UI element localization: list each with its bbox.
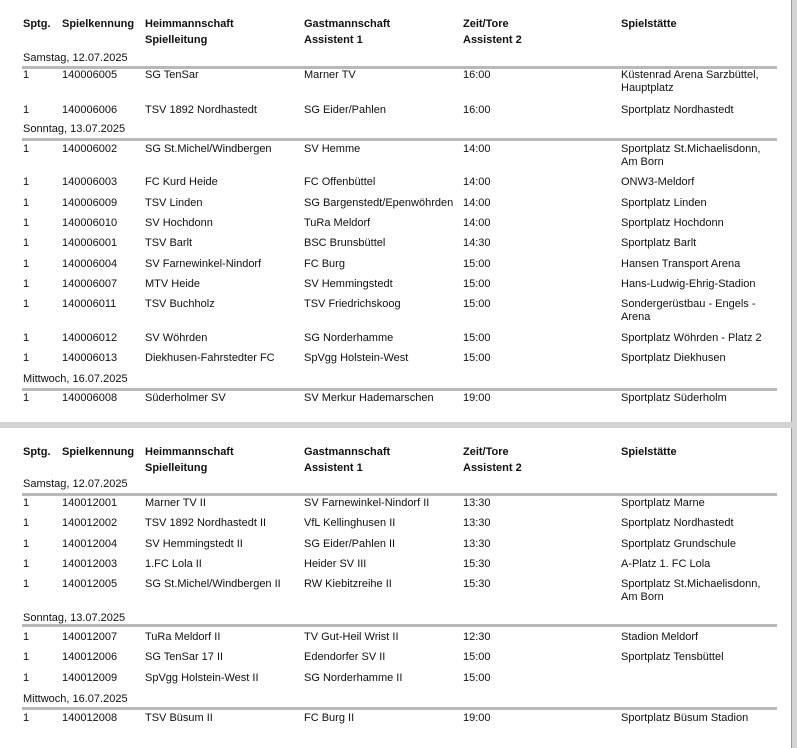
home-team: SV Wöhrden (145, 332, 208, 344)
match-id: 140006003 (62, 176, 118, 188)
match-id: 140012002 (62, 517, 118, 529)
day-heading: Samstag, 12.07.2025 (23, 52, 128, 64)
home-team: TSV Büsum II (145, 712, 213, 724)
venue: Sportplatz Nordhastedt (621, 104, 734, 116)
match-sptg: 1 (23, 237, 30, 249)
match-sptg: 1 (23, 176, 30, 188)
header-assistent-1: Assistent 1 (304, 34, 363, 46)
header-zeit-tore: Zeit/Tore (463, 446, 509, 458)
day-heading: Samstag, 12.07.2025 (23, 478, 128, 490)
kickoff-time: 15:00 (463, 651, 491, 663)
kickoff-time: 14:00 (463, 217, 491, 229)
match-id: 140006004 (62, 258, 118, 270)
match-id: 140012005 (62, 578, 118, 590)
header-spielstaette: Spielstätte (621, 18, 677, 30)
away-team: SG Eider/Pahlen (304, 104, 386, 116)
kickoff-time: 15:30 (463, 558, 491, 570)
header-spielkennung: Spielkennung (62, 18, 135, 30)
away-team: TSV Friedrichskoog (304, 298, 401, 310)
header-sptg: Sptg. (23, 446, 51, 458)
header-heimmannschaft: Heimmannschaft (145, 446, 234, 458)
match-id: 140006001 (62, 237, 118, 249)
venue: Sportplatz Diekhusen (621, 352, 726, 364)
away-team: FC Offenbüttel (304, 176, 376, 188)
home-team: Marner TV II (145, 497, 206, 509)
day-heading: Sonntag, 13.07.2025 (23, 612, 126, 624)
kickoff-time: 16:00 (463, 104, 491, 116)
schedule-page-2 (0, 428, 792, 748)
home-team: TSV 1892 Nordhastedt (145, 104, 257, 116)
day-divider (22, 138, 777, 141)
day-divider (22, 493, 777, 496)
kickoff-time: 14:00 (463, 197, 491, 209)
away-team: SG Norderhamme II (304, 672, 403, 684)
match-sptg: 1 (23, 197, 30, 209)
home-team: SV Hochdonn (145, 217, 213, 229)
match-id: 140012007 (62, 631, 118, 643)
away-team: SV Farnewinkel-Nindorf II (304, 497, 430, 509)
match-sptg: 1 (23, 278, 30, 290)
header-spielleitung: Spielleitung (145, 34, 208, 46)
home-team: SG St.Michel/Windbergen II (145, 578, 281, 590)
match-id: 140006012 (62, 332, 118, 344)
kickoff-time: 19:00 (463, 392, 491, 404)
kickoff-time: 15:00 (463, 278, 491, 290)
kickoff-time: 13:30 (463, 517, 491, 529)
home-team: TSV Buchholz (145, 298, 215, 310)
day-heading: Mittwoch, 16.07.2025 (23, 693, 128, 705)
match-sptg: 1 (23, 352, 30, 364)
header-assistent-1: Assistent 1 (304, 462, 363, 474)
home-team: TSV Barlt (145, 237, 193, 249)
away-team: SpVgg Holstein-West (304, 352, 409, 364)
venue: Sportplatz Nordhastedt (621, 517, 734, 529)
kickoff-time: 14:30 (463, 237, 491, 249)
away-team: Edendorfer SV II (304, 651, 386, 663)
match-id: 140012001 (62, 497, 118, 509)
kickoff-time: 15:00 (463, 672, 491, 684)
match-id: 140012008 (62, 712, 118, 724)
match-sptg: 1 (23, 69, 30, 81)
header-heimmannschaft: Heimmannschaft (145, 18, 234, 30)
away-team: FC Burg (304, 258, 345, 270)
venue: Sportplatz Marne (621, 497, 705, 509)
home-team: SV Farnewinkel-Nindorf (145, 258, 262, 270)
venue: Sportplatz Büsum Stadion (621, 712, 749, 724)
header-assistent-2: Assistent 2 (463, 34, 522, 46)
kickoff-time: 12:30 (463, 631, 491, 643)
header-zeit-tore: Zeit/Tore (463, 18, 509, 30)
away-team: Marner TV (304, 69, 356, 81)
match-id: 140012003 (62, 558, 118, 570)
match-sptg: 1 (23, 558, 30, 570)
venue: Sportplatz Barlt (621, 237, 697, 249)
match-sptg: 1 (23, 712, 30, 724)
away-team: SG Norderhamme (304, 332, 394, 344)
venue: Sportplatz St.Michaelisdonn, Am Born (621, 143, 761, 168)
day-divider (22, 388, 777, 391)
kickoff-time: 13:30 (463, 497, 491, 509)
match-sptg: 1 (23, 217, 30, 229)
header-assistent-2: Assistent 2 (463, 462, 522, 474)
match-sptg: 1 (23, 631, 30, 643)
away-team: TuRa Meldorf (304, 217, 371, 229)
match-id: 140012009 (62, 672, 118, 684)
venue: Sportplatz St.Michaelisdonn, Am Born (621, 578, 761, 603)
venue: A-Platz 1. FC Lola (621, 558, 711, 570)
venue: Sportplatz Hochdonn (621, 217, 724, 229)
match-sptg: 1 (23, 143, 30, 155)
match-id: 140006013 (62, 352, 118, 364)
venue: Sportplatz Süderholm (621, 392, 727, 404)
match-id: 140006007 (62, 278, 118, 290)
kickoff-time: 19:00 (463, 712, 491, 724)
match-sptg: 1 (23, 517, 30, 529)
header-gastmannschaft: Gastmannschaft (304, 446, 391, 458)
match-id: 140006005 (62, 69, 118, 81)
away-team: SV Hemme (304, 143, 361, 155)
venue: ONW3-Meldorf (621, 176, 695, 188)
away-team: Heider SV III (304, 558, 367, 570)
away-team: SV Hemmingstedt (304, 278, 393, 290)
away-team: FC Burg II (304, 712, 355, 724)
match-id: 140006002 (62, 143, 118, 155)
home-team: SpVgg Holstein-West II (145, 672, 259, 684)
match-id: 140006006 (62, 104, 118, 116)
kickoff-time: 15:00 (463, 298, 491, 310)
venue: Sportplatz Wöhrden - Platz 2 (621, 332, 762, 344)
home-team: TSV 1892 Nordhastedt II (145, 517, 267, 529)
match-sptg: 1 (23, 298, 30, 310)
match-sptg: 1 (23, 578, 30, 590)
match-id: 140012004 (62, 538, 118, 550)
header-spielkennung: Spielkennung (62, 446, 135, 458)
match-id: 140006009 (62, 197, 118, 209)
away-team: SG Eider/Pahlen II (304, 538, 396, 550)
day-heading: Sonntag, 13.07.2025 (23, 123, 126, 135)
home-team: SG St.Michel/Windbergen (145, 143, 272, 155)
day-divider (22, 624, 777, 627)
match-sptg: 1 (23, 497, 30, 509)
match-sptg: 1 (23, 332, 30, 344)
header-gastmannschaft: Gastmannschaft (304, 18, 391, 30)
away-team: VfL Kellinghusen II (304, 517, 396, 529)
header-spielleitung: Spielleitung (145, 462, 208, 474)
venue: Stadion Meldorf (621, 631, 699, 643)
match-id: 140006010 (62, 217, 118, 229)
day-divider (22, 707, 777, 710)
kickoff-time: 15:30 (463, 578, 491, 590)
away-team: BSC Brunsbüttel (304, 237, 386, 249)
kickoff-time: 15:00 (463, 258, 491, 270)
away-team: SV Merkur Hademarschen (304, 392, 434, 404)
venue: Sportplatz Linden (621, 197, 707, 209)
kickoff-time: 16:00 (463, 69, 491, 81)
away-team: SG Bargenstedt/Epenwöhrden (304, 197, 454, 209)
away-team: TV Gut-Heil Wrist II (304, 631, 399, 643)
home-team: SV Hemmingstedt II (145, 538, 243, 550)
home-team: FC Kurd Heide (145, 176, 218, 188)
match-sptg: 1 (23, 651, 30, 663)
home-team: TSV Linden (145, 197, 203, 209)
home-team: TuRa Meldorf II (145, 631, 221, 643)
match-sptg: 1 (23, 672, 30, 684)
match-id: 140006008 (62, 392, 118, 404)
home-team: SG TenSar 17 II (145, 651, 224, 663)
kickoff-time: 15:00 (463, 332, 491, 344)
home-team: SG TenSar (145, 69, 199, 81)
home-team: Süderholmer SV (145, 392, 226, 404)
home-team: 1.FC Lola II (145, 558, 202, 570)
kickoff-time: 14:00 (463, 143, 491, 155)
kickoff-time: 13:30 (463, 538, 491, 550)
match-sptg: 1 (23, 258, 30, 270)
match-id: 140006011 (62, 298, 117, 310)
home-team: Diekhusen-Fahrstedter FC (145, 352, 275, 364)
kickoff-time: 15:00 (463, 352, 491, 364)
home-team: MTV Heide (145, 278, 201, 290)
venue: Sondergerüstbau - Engels - Arena (621, 298, 756, 323)
venue: Sportplatz Grundschule (621, 538, 736, 550)
venue: Küstenrad Arena Sarzbüttel, Hauptplatz (621, 69, 759, 94)
venue: Sportplatz Tensbüttel (621, 651, 724, 663)
match-sptg: 1 (23, 538, 30, 550)
match-sptg: 1 (23, 104, 30, 116)
match-id: 140012006 (62, 651, 118, 663)
venue: Hans-Ludwig-Ehrig-Stadion (621, 278, 756, 290)
kickoff-time: 14:00 (463, 176, 491, 188)
away-team: RW Kiebitzreihe II (304, 578, 392, 590)
match-sptg: 1 (23, 392, 30, 404)
header-spielstaette: Spielstätte (621, 446, 677, 458)
header-sptg: Sptg. (23, 18, 51, 30)
venue: Hansen Transport Arena (621, 258, 741, 270)
day-heading: Mittwoch, 16.07.2025 (23, 373, 128, 385)
